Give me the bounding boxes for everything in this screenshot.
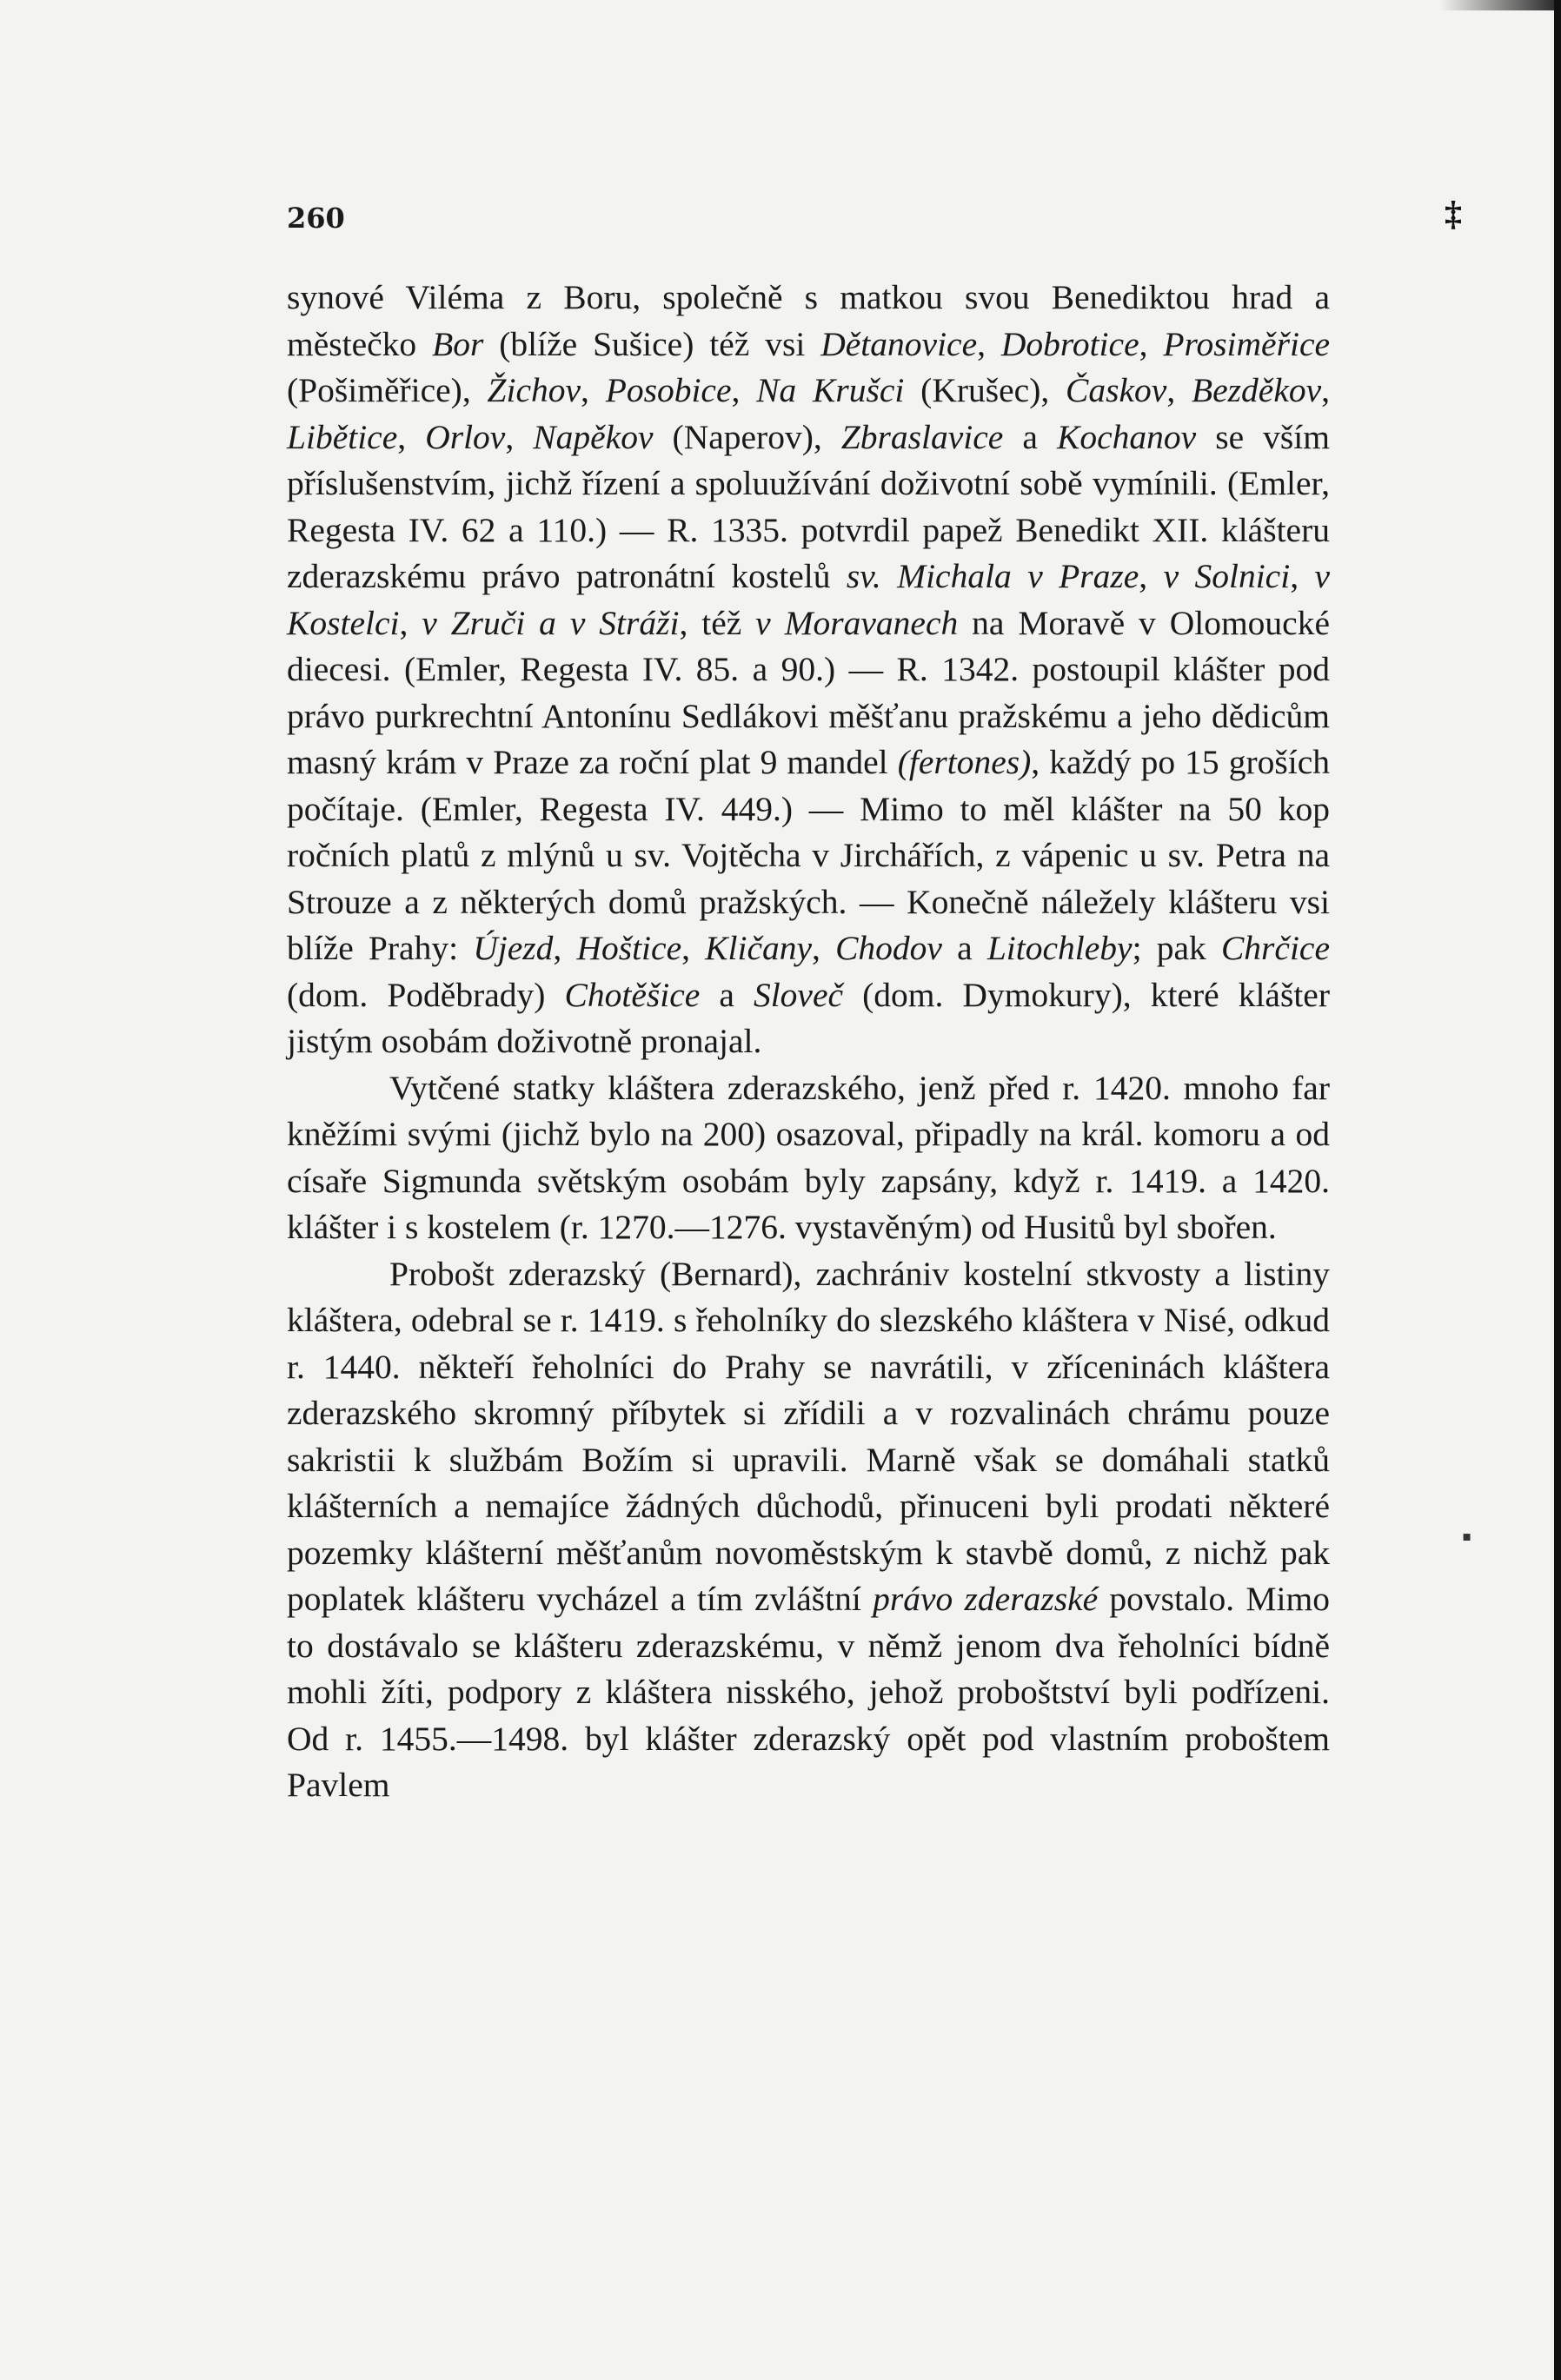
- text-run: ,: [1321, 371, 1331, 409]
- italic-term: sv. Michala v Praze: [846, 557, 1139, 595]
- italic-term: Hoštice: [576, 929, 682, 967]
- text-run: Probošt zderazský (Bernard), zachrániv kostelní stkvosty a listiny kláštera, odebral se r. 1419. s řeholníky do slezského kláštera v Nisé, odkud r. 1440. někteří řeholníci do Prahy se navrátili, v zříceninách kláštera zderazského skromný příbytek si zřídili a v rozvalinách chrámu pouze sakristii k službám Božím si upravili. Marně však se domáhali statků klášterních a nemajíce žádných důchodů, přinuceni byli prodati některé pozemky klášterní měšťanům novoměstským k stavbě domů, z nichž pak poplatek klášteru vycházel a tím zvláštní: [287, 1254, 1330, 1618]
- paragraph-3: [287, 1251, 1330, 1809]
- text-run: povstalo. Mimo to dostávalo se klášteru zderazskému, v němž jenom dva řeholníci bídně mohli žíti, podpory z kláštera nisského, jehož proboštství byli podřízeni. Od r. 1455.—1498. byl klášter zderazský opět pod vlastním proboštem Pavlem: [287, 1580, 1330, 1804]
- italic-term: Prosiměřice: [1163, 324, 1331, 363]
- italic-term: Dětanovice: [820, 324, 978, 363]
- text-run: ,: [977, 324, 1001, 363]
- page-number: 260: [287, 202, 345, 235]
- text-run: ,: [812, 929, 836, 967]
- scan-edge-right: [1554, 0, 1561, 2380]
- italic-term: Zbraslavice: [840, 417, 1004, 456]
- text-run: (Pošiměřice),: [287, 371, 488, 409]
- italic-term: právo zderazské: [873, 1580, 1099, 1618]
- italic-term: Chotěšice: [564, 975, 701, 1014]
- text-run: ,: [681, 929, 706, 967]
- italic-term: Bor: [432, 324, 484, 363]
- body-text: [287, 275, 1330, 1809]
- italic-term: Chrčice: [1220, 929, 1330, 967]
- paragraph-1: [287, 275, 1330, 1065]
- italic-term: Kličany: [705, 929, 813, 967]
- text-run: ,: [731, 371, 757, 409]
- text-run: ,: [553, 929, 577, 967]
- italic-term: (fertones): [897, 743, 1032, 781]
- text-run: ,: [505, 417, 534, 456]
- text-run: ,: [399, 603, 422, 642]
- italic-term: v Kostelci: [287, 557, 1331, 642]
- text-run: ; pak: [1132, 929, 1221, 967]
- italic-term: Litochleby: [986, 929, 1133, 967]
- paragraph-2: [287, 1065, 1330, 1251]
- text-run: ,: [1290, 557, 1315, 595]
- text-run: (blíže Sušice) též vsi: [483, 324, 821, 363]
- text-run: se vším příslušenstvím, jichž řízení a spoluužívání doživotní sobě vymínili. (Emler, Regesta IV. 62 a 110.) — R. 1335. potvrdil papež Benedikt XII. klášteru zderazskému právo patronátní kostelů: [287, 417, 1330, 595]
- italic-term: Posobice: [605, 371, 732, 409]
- text-run: Vytčené statky kláštera zderazského, jenž před r. 1420. mnoho far kněžími svými (jichž bylo na 200) osazoval, připadly na král. komoru a od císaře Sigmunda světským osobám byly zapsány, když r. 1419. a 1420. klášter i s kostelem (r. 1270.—1276. vystavěným) od Husitů byl sbořen.: [287, 1068, 1330, 1246]
- italic-term: Újezd: [473, 929, 554, 967]
- italic-term: Kochanov: [1056, 417, 1197, 456]
- scan-edge-top: [1439, 0, 1561, 10]
- text-run: a: [1003, 417, 1057, 456]
- italic-term: Časkov: [1066, 371, 1167, 409]
- text-run: ,: [397, 417, 426, 456]
- italic-term: Na Krušci: [756, 371, 905, 409]
- text-run: (Naperov),: [653, 417, 841, 456]
- italic-term: v Solnici: [1163, 557, 1291, 595]
- italic-term: Bezděkov: [1192, 371, 1322, 409]
- italic-term: Žichov: [487, 371, 581, 409]
- italic-term: Chodov: [835, 929, 942, 967]
- italic-term: Orlov: [425, 417, 506, 456]
- text-run: synové Viléma z Boru, společně s matkou svou Benediktou hrad a městečko: [287, 278, 1330, 363]
- text-run: , též: [679, 603, 756, 642]
- text-run: (Krušec),: [904, 371, 1066, 409]
- italic-term: v Zruči a v Stráži: [422, 603, 680, 642]
- text-run: (dom. Dymokury), které klášter jistým osobám doživotně pronajal.: [287, 975, 1330, 1060]
- text-run: ,: [581, 371, 606, 409]
- italic-term: Libětice: [287, 417, 398, 456]
- text-run: ,: [1139, 324, 1164, 363]
- margin-mark: ▪: [1462, 1521, 1472, 1552]
- text-run: (dom. Poděbrady): [287, 975, 565, 1014]
- italic-term: Sloveč: [753, 975, 844, 1014]
- italic-term: Dobrotice: [1000, 324, 1139, 363]
- text-run: ,: [1166, 371, 1192, 409]
- italic-term: v Moravanech: [755, 603, 959, 642]
- corner-mark: ‡: [1445, 194, 1462, 233]
- text-run: , každý po 15 groších počítaje. (Emler, Regesta IV. 449.) — Mimo to měl klášter na 50 kop ročních platů z mlýnů u sv. Vojtěcha v Jirchářích, z vápenic u sv. Petra na Strouze a z některých domů pražských. — Konečně náležely klášteru vsi blíže Prahy:: [287, 743, 1330, 967]
- text-run: a: [941, 929, 987, 967]
- text-run: a: [700, 975, 754, 1014]
- italic-term: Napěkov: [533, 417, 654, 456]
- text-run: na Moravě v Olomoucké diecesi. (Emler, Regesta IV. 85. a 90.) — R. 1342. postoupil klášter pod právo purkrechtní Antonínu Sedlákovi měšťanu pražskému a jeho dědicům masný krám v Praze za roční plat 9 mandel: [287, 603, 1330, 781]
- text-run: ,: [1139, 557, 1164, 595]
